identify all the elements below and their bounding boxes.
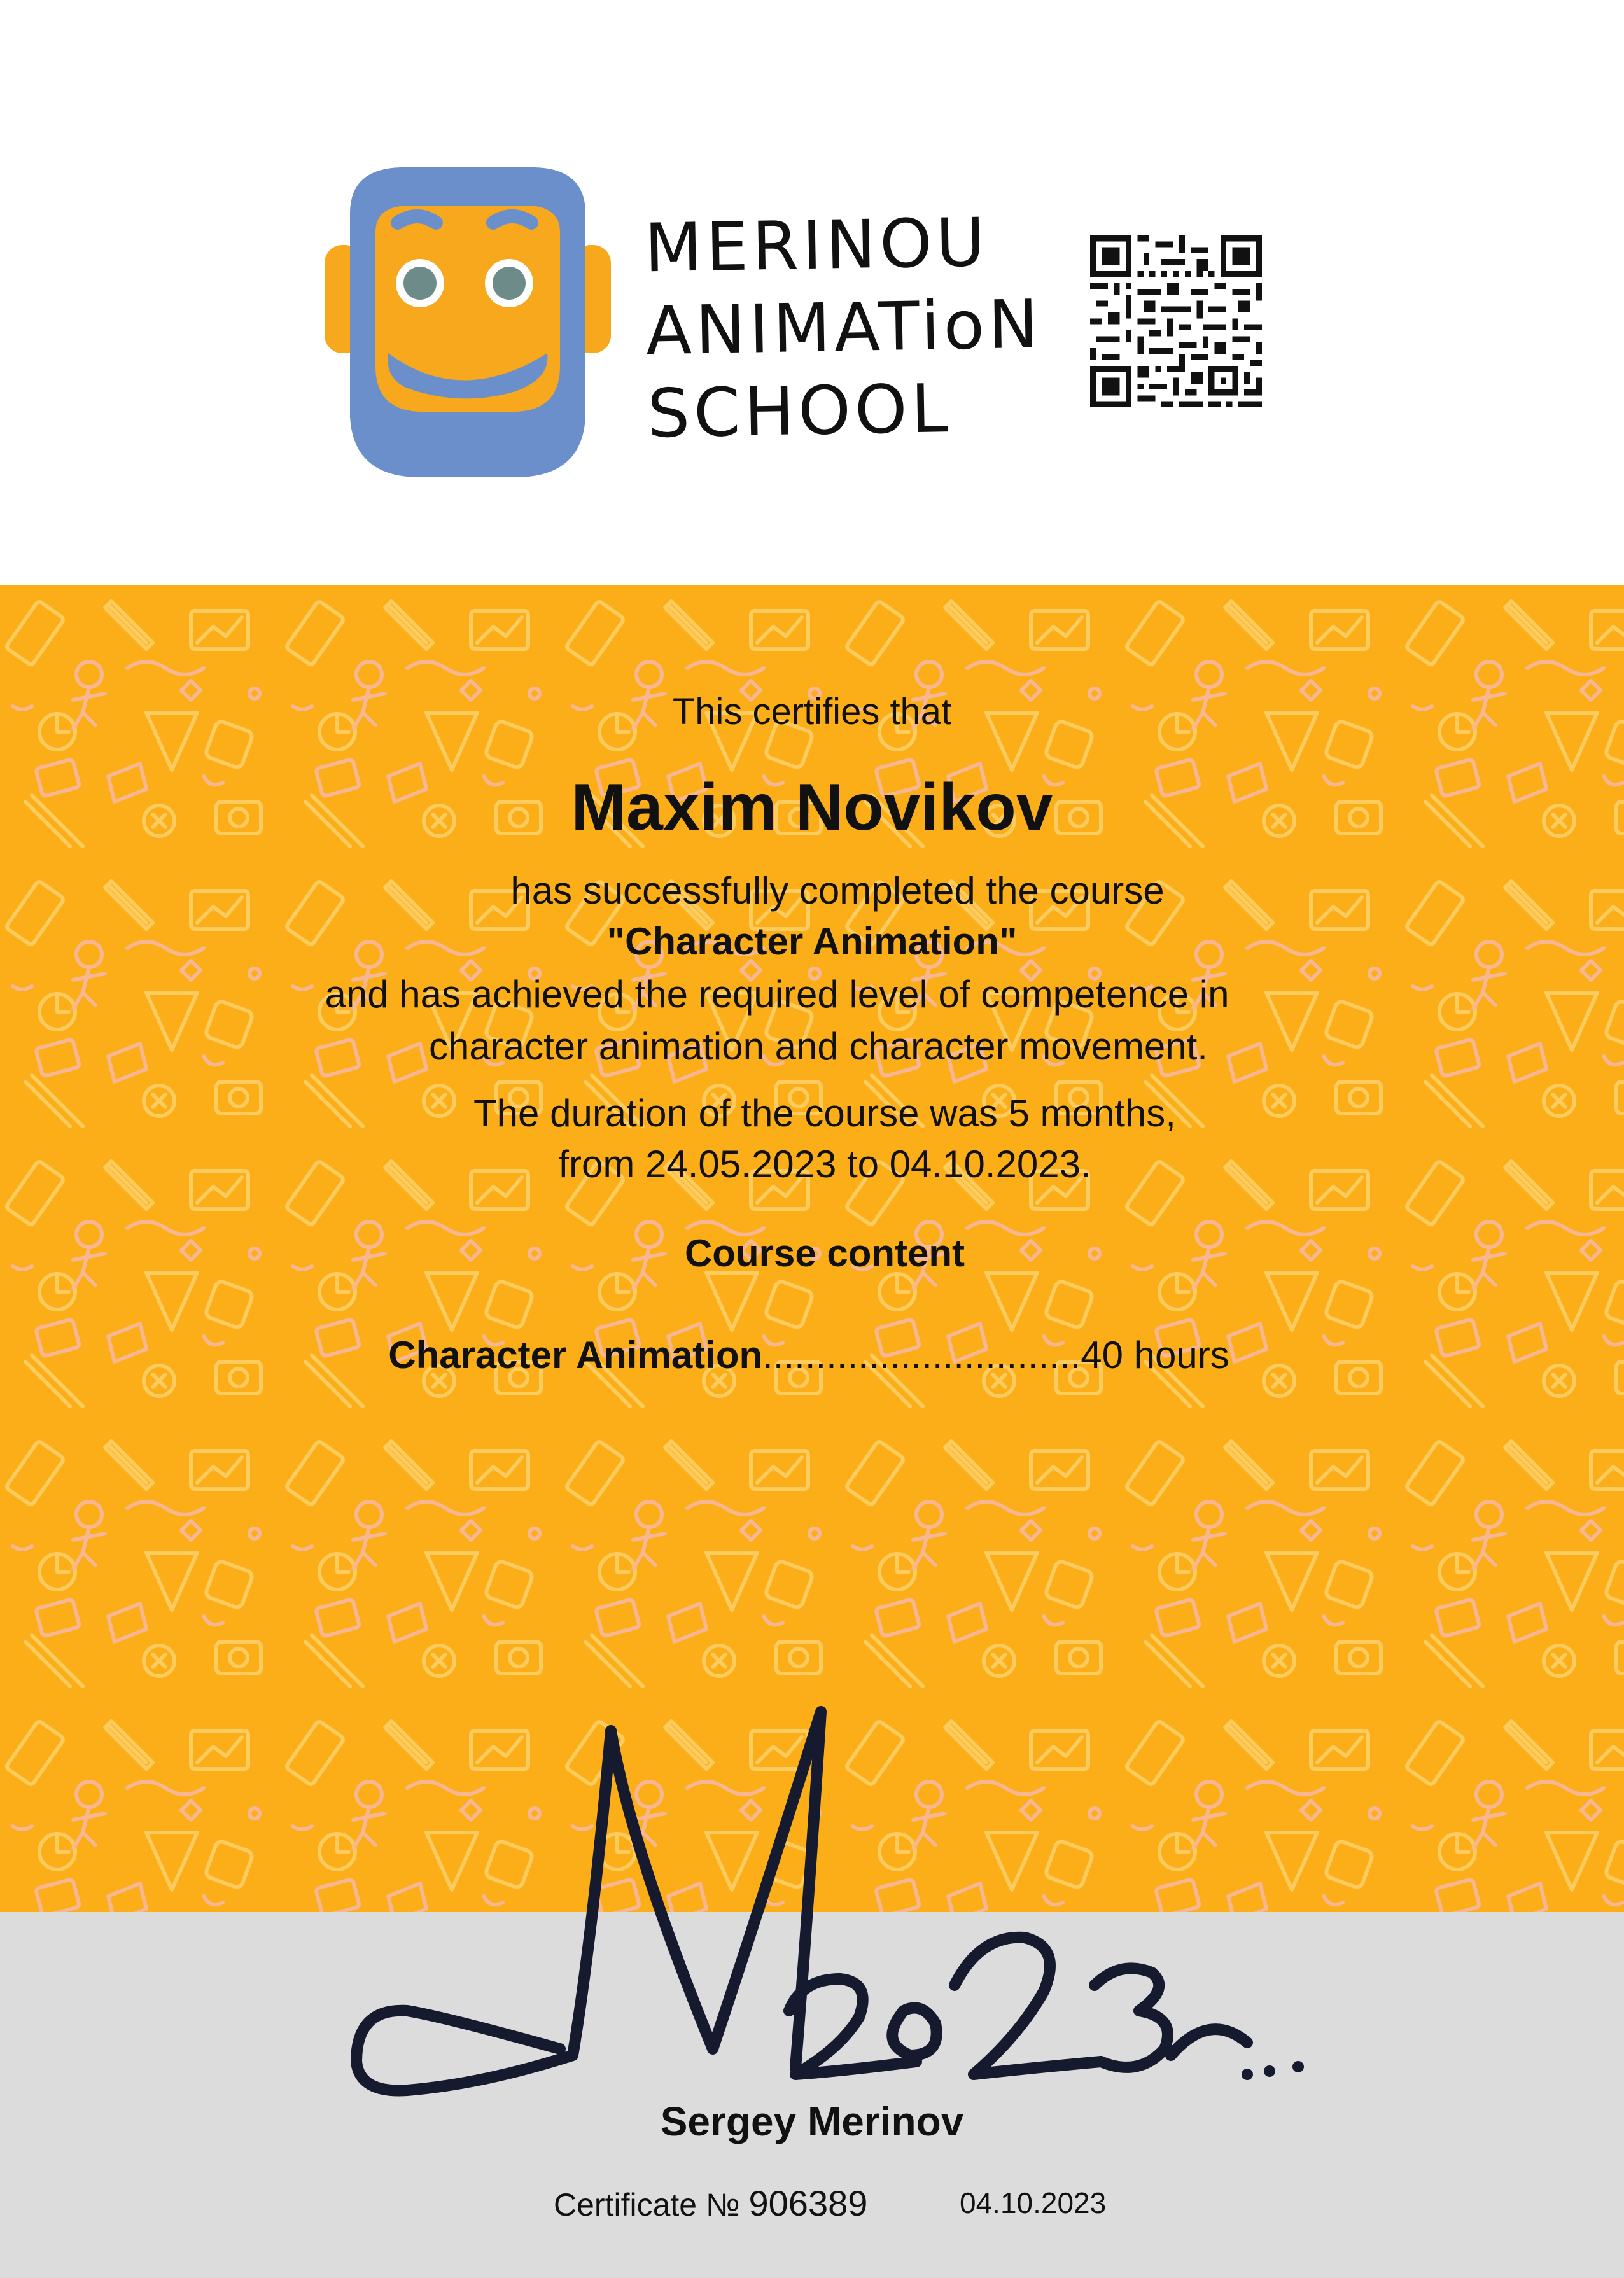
competence-line-2: character animation and character movement. xyxy=(429,1025,1208,1068)
wordmark-line-2: ANIMATioN xyxy=(645,285,1043,370)
wordmark-line-1: MERINOU xyxy=(643,203,990,288)
handwritten-signature xyxy=(0,1654,1624,2138)
duration-line-2: from 24.05.2023 to 04.10.2023. xyxy=(558,1143,1091,1185)
certificate-number: 906389 xyxy=(748,2183,868,2223)
recipient-name: Maxim Novikov xyxy=(571,771,1053,844)
duration-line-1: The duration of the course was 5 months, xyxy=(473,1092,1176,1135)
school-logo xyxy=(325,162,611,480)
content-item-leader-dots: .............................. xyxy=(762,1334,1081,1376)
intro-line: This certifies that xyxy=(672,691,952,732)
signer-name: Sergey Merinov xyxy=(660,2099,964,2144)
certificate-date: 04.10.2023 xyxy=(960,2186,1107,2219)
course-title: "Character Animation" xyxy=(606,920,1018,963)
qr-code-icon xyxy=(1090,235,1262,407)
wordmark-line-3: SCHOOL xyxy=(647,370,953,453)
school-name-wordmark xyxy=(644,200,1043,456)
certificate-header xyxy=(0,0,1624,585)
certificate-number-label: Certificate № 906389 xyxy=(554,2183,868,2223)
course-content-heading: Course content xyxy=(684,1232,965,1275)
course-content-item xyxy=(0,1333,1621,1377)
content-item-name: Character Animation xyxy=(388,1334,763,1376)
completed-line: has successfully completed the course xyxy=(510,869,1165,912)
content-item-hours: 40 hours xyxy=(1081,1334,1229,1376)
competence-line-1: and has achieved the required level of competence in xyxy=(325,973,1229,1016)
